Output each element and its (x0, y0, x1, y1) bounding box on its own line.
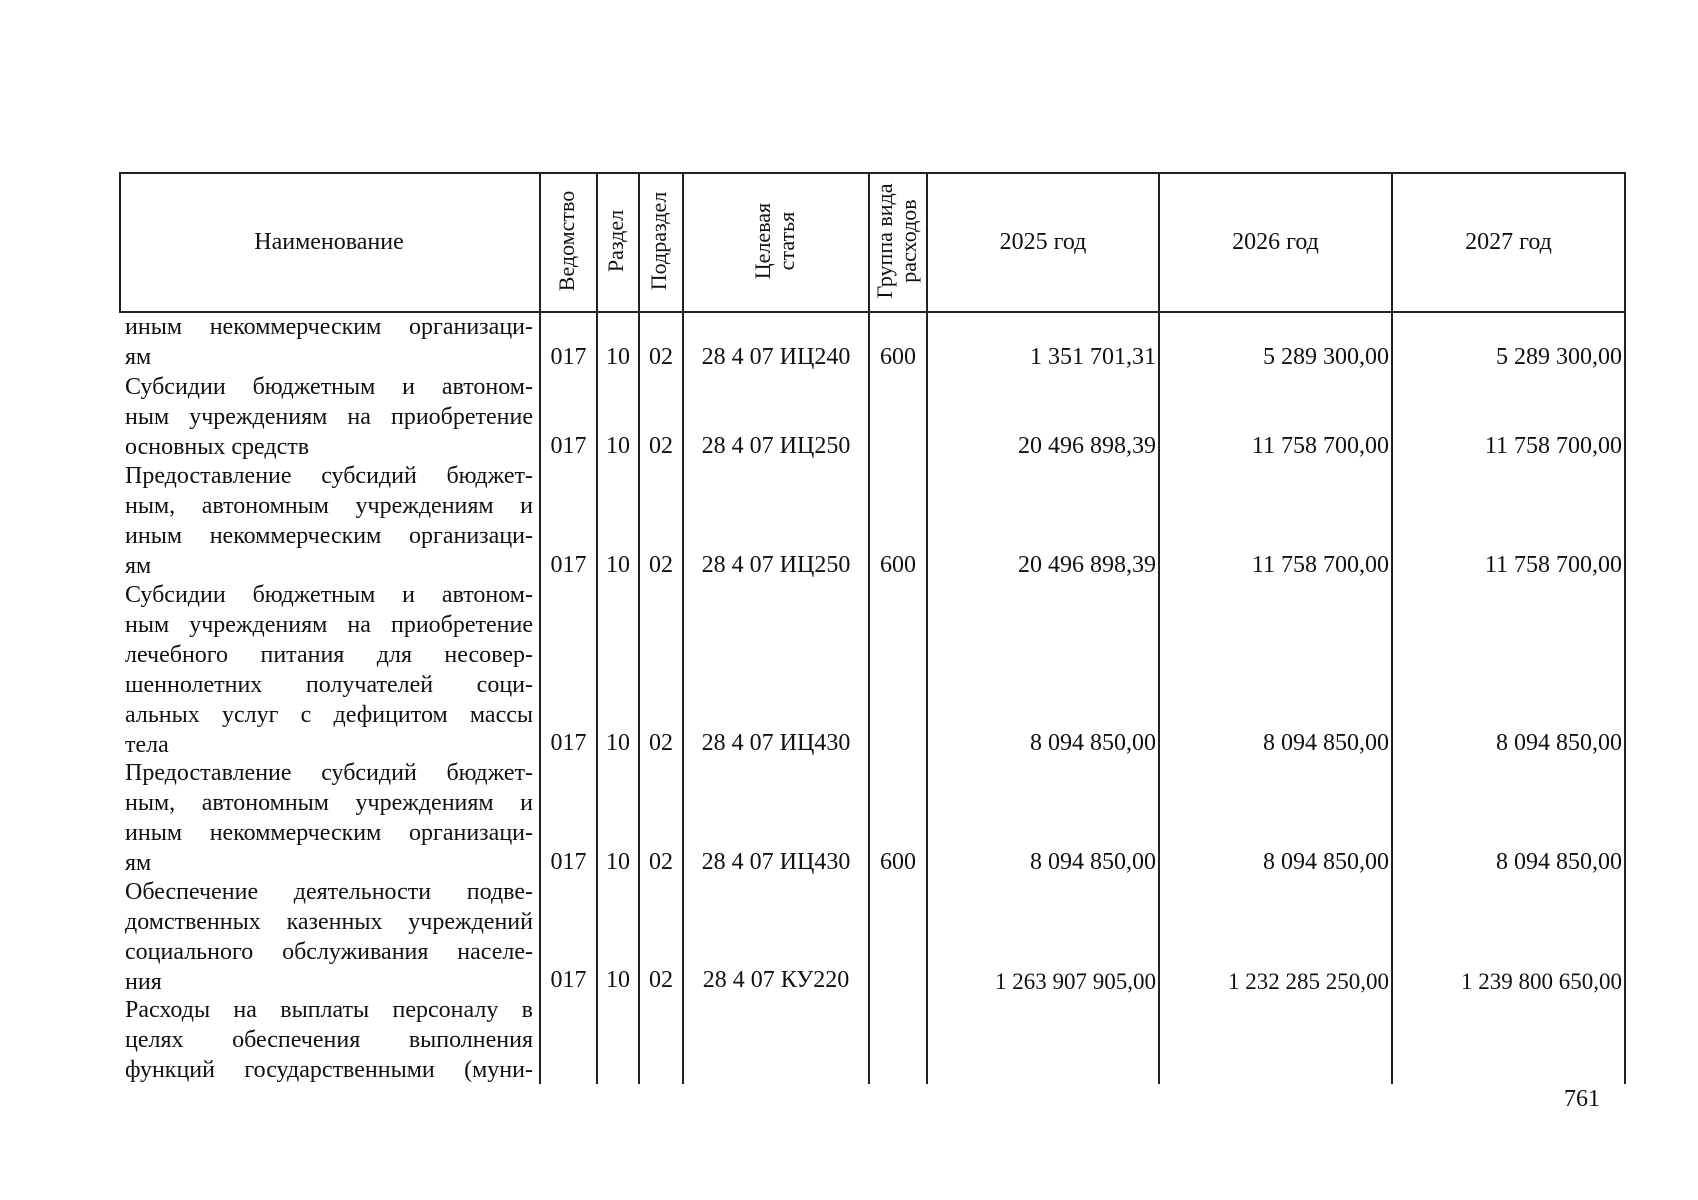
row-group: 600 (880, 344, 916, 370)
row-name-line: альных услуг с дефицитом массы (125, 702, 533, 728)
row-name (125, 877, 533, 997)
col-border-2025 (1158, 172, 1160, 1084)
row-2025: 8 094 850,00 (1030, 730, 1156, 756)
row-name-line: иным некоммерческим организаци- (125, 820, 533, 846)
col-border-sec (638, 172, 640, 1084)
page-number: 761 (1564, 1086, 1600, 1112)
row-name-line: Предоставление субсидий бюджет- (125, 760, 533, 786)
row-sub: 02 (649, 344, 673, 370)
row-dept: 017 (550, 433, 587, 459)
row-target: 28 4 07 ИЦ250 (701, 433, 851, 459)
row-2026: 1 232 285 250,00 (1228, 969, 1389, 994)
row-2025: 20 496 898,39 (1018, 433, 1156, 459)
row-name-line: целях обеспечения выполнения (125, 1027, 533, 1053)
col-border-name (539, 172, 541, 1084)
row-target: 28 4 07 ИЦ430 (701, 730, 851, 756)
row-name-line: Предоставление субсидий бюджет- (125, 463, 533, 489)
row-group: 600 (880, 552, 916, 578)
row-name-line: иным некоммерческим организаци- (125, 523, 533, 549)
col-border-sub (682, 172, 684, 1084)
row-target: 28 4 07 ИЦ430 (701, 849, 851, 875)
row-name-line: тела (125, 732, 169, 758)
col-border-group (926, 172, 928, 1084)
header-name: Наименование (254, 229, 404, 255)
row-2026: 8 094 850,00 (1263, 730, 1389, 756)
row-2027: 11 758 700,00 (1484, 552, 1622, 578)
header-target (751, 171, 799, 311)
row-2027: 11 758 700,00 (1484, 433, 1622, 459)
col-border-dept (596, 172, 598, 1084)
row-2026: 11 758 700,00 (1251, 552, 1389, 578)
header-2027: 2027 год (1465, 229, 1552, 255)
row-name-line: Субсидии бюджетным и автоном- (125, 582, 533, 608)
col-border-target (868, 172, 870, 1084)
row-2027: 8 094 850,00 (1496, 849, 1622, 875)
row-name-line: ным, автономным учреждениям и (125, 790, 533, 816)
header-2026: 2026 год (1232, 229, 1319, 255)
row-sub: 02 (649, 433, 673, 459)
row-sub: 02 (649, 967, 673, 993)
row-sec: 10 (606, 344, 630, 370)
row-name (125, 995, 533, 1085)
row-2027: 1 239 800 650,00 (1461, 969, 1622, 994)
row-name-line: основных средств (125, 434, 310, 460)
row-2025: 20 496 898,39 (1018, 552, 1156, 578)
col-border-2026 (1391, 172, 1393, 1084)
row-2026: 11 758 700,00 (1251, 433, 1389, 459)
row-2026: 5 289 300,00 (1263, 344, 1389, 370)
row-sub: 02 (649, 849, 673, 875)
row-name-line: ным учреждениям на приобретение (125, 404, 533, 430)
header-group (873, 171, 921, 311)
header-department: Ведомство (554, 190, 579, 292)
row-name-line: шеннолетних получателей соци- (125, 672, 533, 698)
header-subsection: Подраздел (646, 191, 671, 291)
row-sec: 10 (606, 730, 630, 756)
row-sec: 10 (606, 849, 630, 875)
row-target: 28 4 07 КУ220 (702, 967, 850, 993)
row-name (125, 461, 533, 581)
header-group-line2: расходов (896, 199, 921, 283)
row-2026: 8 094 850,00 (1263, 849, 1389, 875)
header-section: Раздел (603, 209, 628, 273)
header-target-line2: статья (774, 211, 799, 271)
row-name-line: Обеспечение деятельности подве- (125, 879, 533, 905)
row-name (125, 758, 533, 878)
row-name-line: иным некоммерческим организаци- (125, 314, 533, 340)
row-name (125, 580, 533, 760)
row-group: 600 (880, 849, 916, 875)
row-2027: 8 094 850,00 (1496, 730, 1622, 756)
row-sec: 10 (606, 433, 630, 459)
col-border-right (1624, 172, 1626, 1084)
header-2025: 2025 год (999, 229, 1087, 255)
row-sec: 10 (606, 967, 630, 993)
row-name-line: ям (125, 850, 152, 876)
row-dept: 017 (550, 344, 587, 370)
row-2025: 1 351 701,31 (1030, 344, 1156, 370)
row-name-line: ным, автономным учреждениям и (125, 493, 533, 519)
row-name-line: функций государственными (муни- (125, 1057, 533, 1083)
row-2027: 5 289 300,00 (1496, 344, 1622, 370)
row-name-line: Расходы на выплаты персоналу в (125, 997, 533, 1023)
row-sub: 02 (649, 552, 673, 578)
row-name-line: ям (125, 344, 152, 370)
row-name-line: лечебного питания для несовер- (125, 642, 533, 668)
row-dept: 017 (550, 967, 587, 993)
row-name-line: домственных казенных учреждений (125, 909, 533, 935)
row-name-line: ным учреждениям на приобретение (125, 612, 533, 638)
header-group-line1: Группа вида (872, 183, 897, 299)
row-sec: 10 (606, 552, 630, 578)
row-2025: 1 263 907 905,00 (995, 969, 1156, 994)
row-target: 28 4 07 ИЦ240 (701, 344, 851, 370)
row-name (125, 372, 533, 462)
header-target-line1: Целевая (750, 202, 775, 280)
row-name-line: ям (125, 553, 152, 579)
row-dept: 017 (550, 552, 587, 578)
row-name (125, 312, 533, 372)
row-name-line: Субсидии бюджетным и автоном- (125, 374, 533, 400)
row-target: 28 4 07 ИЦ250 (701, 552, 851, 578)
row-dept: 017 (550, 730, 587, 756)
row-2025: 8 094 850,00 (1030, 849, 1156, 875)
row-name-line: ния (125, 969, 162, 995)
row-name-line: социального обслуживания населе- (125, 939, 533, 965)
row-dept: 017 (550, 849, 587, 875)
row-sub: 02 (649, 730, 673, 756)
